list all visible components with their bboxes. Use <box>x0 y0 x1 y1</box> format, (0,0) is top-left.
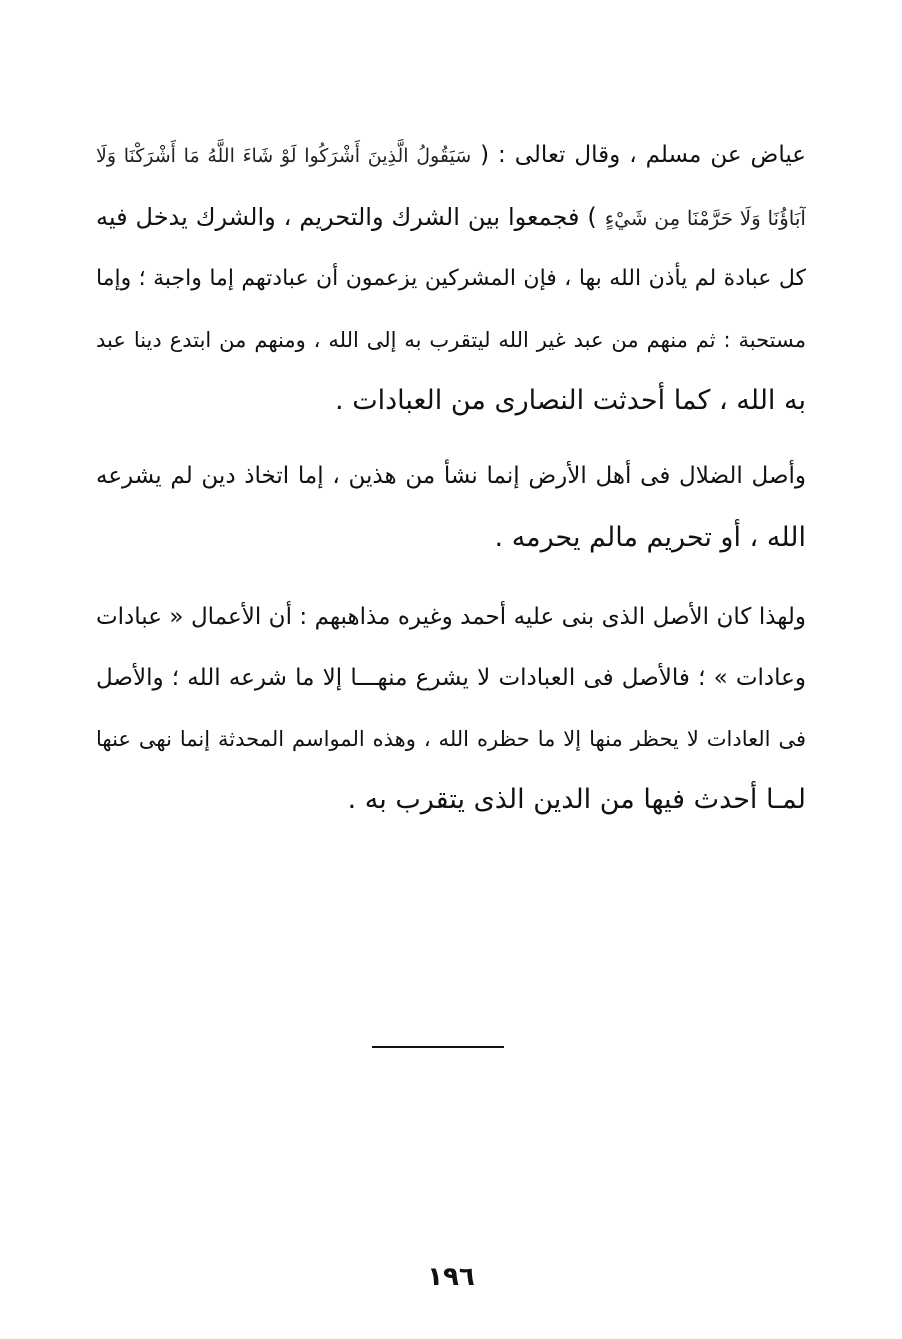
text-line <box>96 717 806 761</box>
quran-verse: آبَاؤُنَا وَلَا حَرَّمْنَا مِن شَيْءٍ <box>604 206 806 230</box>
text-segment: لمـا أحدث فيها من الدين الذى يتقرب به . <box>347 784 806 815</box>
page-number: ١٩٦ <box>427 1262 475 1292</box>
quran-verse: سَيَقُولُ الَّذِينَ أَشْرَكُوا لَوْ شَاءَ اللَّهُ مَا أَشْرَكْنَا وَلَا <box>96 145 472 167</box>
text-line <box>96 454 806 498</box>
text-segment: ) فجمعوا بين الشرك والتحريم ، والشرك يدخل فيه <box>96 203 597 231</box>
text-segment: عياض عن مسلم ، وقال تعالى : ( <box>480 142 806 168</box>
text-segment: به الله ، كما أحدثت النصارى من العبادات . <box>335 385 806 416</box>
text-segment: وعادات » ؛ فالأصل فى العبادات لا يشرع منهـــا إلا ما شرعه الله ؛ والأصل <box>96 665 806 691</box>
text-line <box>96 195 806 239</box>
text-segment: وأصل الضلال فى أهل الأرض إنما نشأ من هذين ، إما اتخاذ دين لم يشرعه <box>96 463 806 489</box>
text-line <box>96 133 806 177</box>
text-line <box>96 778 806 822</box>
text-line <box>96 595 806 639</box>
text-segment: الله ، أو تحريم مالم يحرمه . <box>494 522 806 553</box>
text-segment: كل عبادة لم يأذن الله بها ، فإن المشركين يزعمون أن عبادتهم إما واجبة ؛ وإما <box>96 266 806 291</box>
text-segment: فى العادات لا يحظر منها إلا ما حظره الله ، وهذه المواسم المحدثة إنما نهى عنها <box>96 727 806 751</box>
text-line <box>96 257 806 301</box>
text-line <box>96 318 806 362</box>
text-segment: ولهذا كان الأصل الذى بنى عليه أحمد وغيره مذاهبهم : أن الأعمال « عبادات <box>96 604 806 630</box>
text-line <box>96 379 806 423</box>
text-line <box>96 656 806 700</box>
text-segment: مستحبة : ثم منهم من عبد غير الله ليتقرب به إلى الله ، ومنهم من ابتدع دينا عبد <box>96 328 806 352</box>
text-line <box>96 516 806 560</box>
footnote-divider <box>372 1046 504 1048</box>
